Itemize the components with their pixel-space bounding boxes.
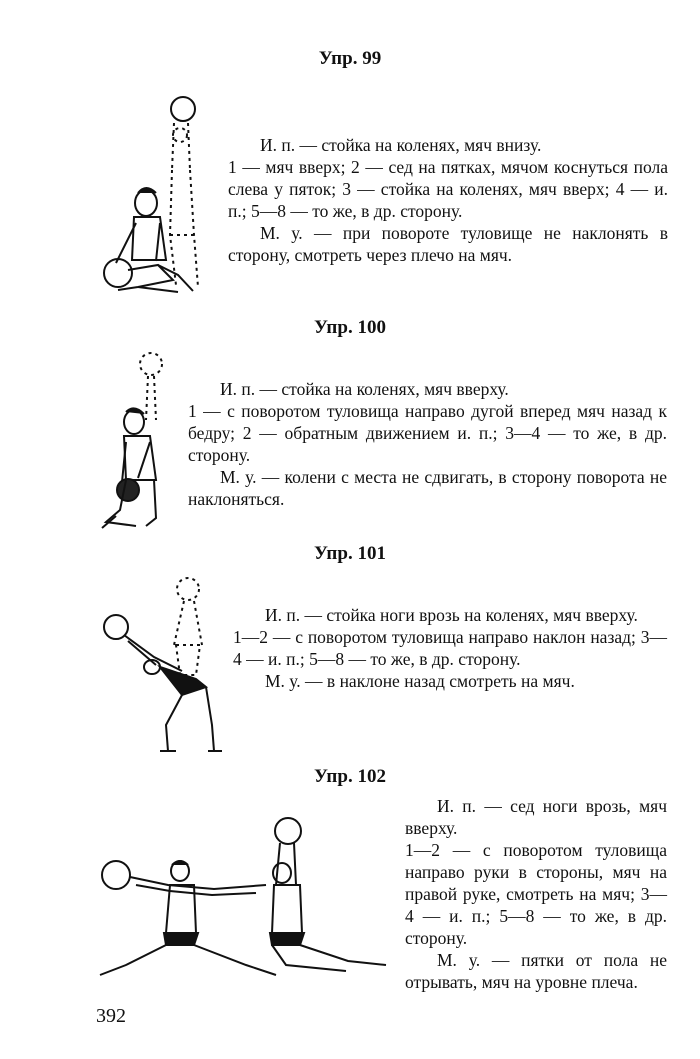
exercise-102-guidance: М. у. — пятки от пола не отрывать, мяч на уровне плеча. — [405, 950, 667, 992]
page-number: 392 — [96, 1005, 126, 1027]
exercise-99-start-position: И. п. — стойка на коленях, мяч внизу. — [260, 135, 542, 155]
exercise-99-title: Упр. 99 — [318, 48, 382, 69]
exercise-100-illustration — [96, 350, 176, 532]
exercise-101-start-position: И. п. — стойка ноги врозь на коленях, мяч вверху. — [265, 605, 638, 625]
exercise-100-steps: 1 — с поворотом туловища направо дугой вперед мяч назад к бедру; 2 — обратным движением и. п.; 3—4 — то же, в др. сторону. — [188, 401, 667, 465]
exercise-101-title: Упр. 101 — [314, 543, 386, 564]
exercise-100-title: Упр. 100 — [314, 317, 386, 338]
exercise-101-illustration — [96, 575, 226, 755]
exercise-100-start-position: И. п. — стойка на коленях, мяч вверху. — [220, 379, 509, 399]
exercise-102-title: Упр. 102 — [314, 766, 386, 787]
exercise-102-illustration — [96, 815, 396, 985]
exercise-99-text — [228, 134, 668, 266]
exercise-101-guidance: М. у. — в наклоне назад смотреть на мяч. — [265, 671, 575, 691]
exercise-99-illustration — [98, 95, 216, 300]
exercise-100-text — [188, 378, 667, 510]
exercise-101-steps: 1—2 — с поворотом туловища направо наклон назад; 3—4 — и. п.; 5—8 — то же, в др. сторону. — [233, 627, 667, 669]
exercise-102-text — [405, 795, 667, 993]
exercise-102-steps: 1—2 — с поворотом туловища направо руки в стороны, мяч на правой руке, смотреть на мяч; 3—4 — и. п.; 5—8 — то же, в др. сторону. — [405, 840, 667, 948]
exercise-99-guidance: М. у. — при повороте туловище не наклонять в сторону, смотреть через плечо на мяч. — [228, 223, 668, 265]
exercise-101-text — [233, 604, 667, 692]
exercise-99-steps: 1 — мяч вверх; 2 — сед на пятках, мячом коснуться пола слева у пяток; 3 — стойка на коленях, мяч вверх; 4 — и. п.; 5—8 — то же, в др. сторону. — [228, 157, 668, 221]
exercise-102-start-position: И. п. — сед ноги врозь, мяч вверху. — [405, 796, 667, 838]
exercise-100-guidance: М. у. — колени с места не сдвигать, в сторону поворота не наклоняться. — [188, 467, 667, 509]
